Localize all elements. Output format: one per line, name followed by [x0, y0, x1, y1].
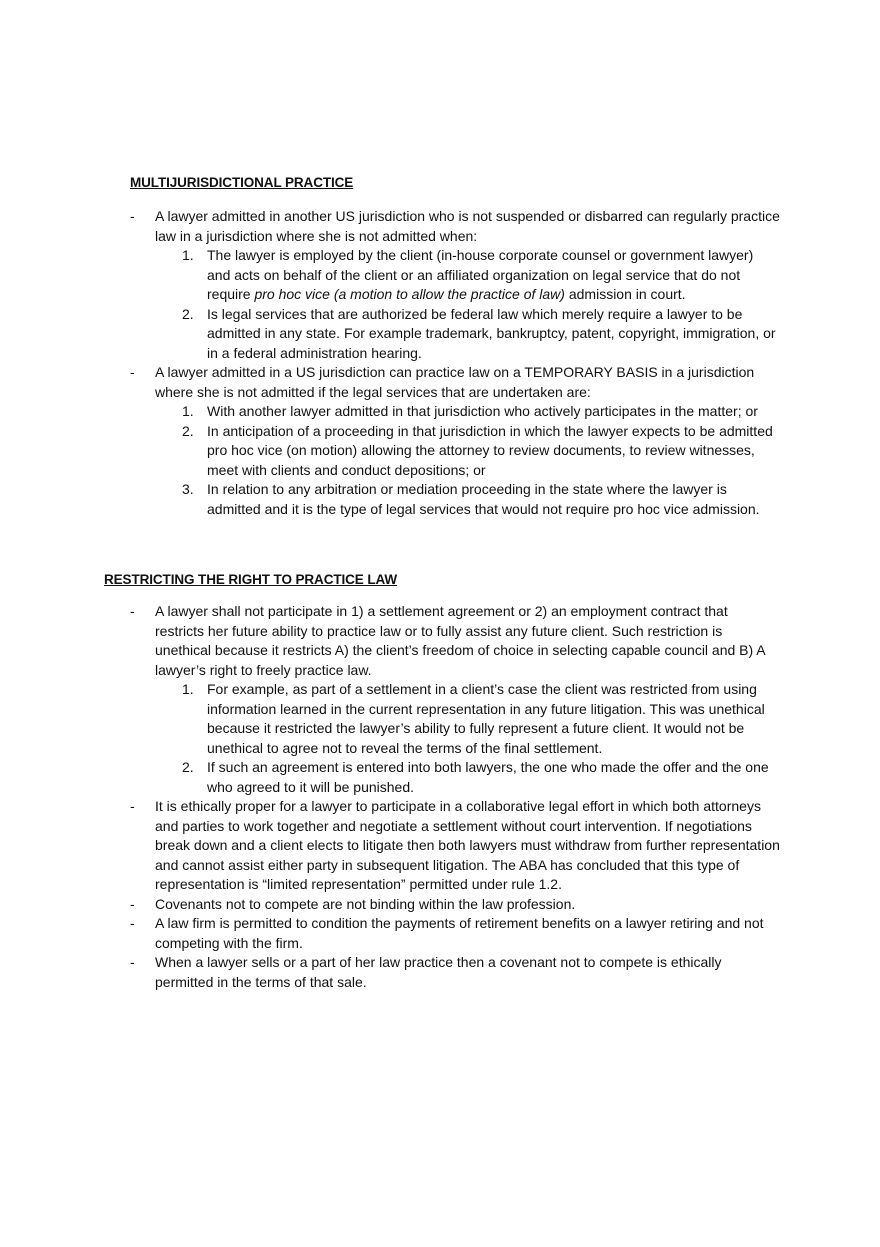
numbered-text: The lawyer is employed by the client (in-house corporate counsel or government lawyer) and acts on behalf of the client or an afﬁliated organization on legal service that do not require [207, 247, 754, 302]
bullet-text: A law firm is permitted to condition the payments of retirement benefits on a lawyer retiring and not competing with the firm. [155, 915, 764, 951]
bullet-marker: - [130, 798, 135, 814]
bullet-text: A lawyer shall not participate in 1) a settlement agreement or 2) an employment contract that restricts her future ability to practice law or to fully assist any future client. Such restriction is unethical because it restricts A) the client’s freedom of choice in selecting capable council and B) A lawyer’s right to freely practice law. [155, 603, 765, 678]
bullet-text: A lawyer admitted in another US jurisdiction who is not suspended or disbarred can regularly practice law in a jurisdiction where she is not admitted when: [155, 208, 780, 244]
bullet-text: A lawyer admitted in a US jurisdiction can practice law on a TEMPORARY BASIS in a jurisdiction where she is not admitted if the legal services that are undertaken are: [155, 364, 755, 400]
number-marker: 3. [182, 481, 194, 497]
number-marker: 2. [182, 759, 194, 775]
numbered-item [182, 402, 780, 422]
numbered-text: In relation to any arbitration or mediation proceeding in the state where the lawyer is admitted and it is the type of legal services that would not require pro hoc vice admission. [207, 481, 760, 517]
numbered-text: If such an agreement is entered into both lawyers, the one who made the offer and the one who agreed to it will be punished. [207, 759, 769, 795]
section-body-restricting [130, 602, 780, 992]
numbered-item [182, 246, 780, 305]
numbered-text: Is legal services that are authorized be federal law which merely require a lawyer to be admitted in any state. For example trademark, bankruptcy, patent, copyright, immigration, or in a federal administration hearing. [207, 305, 776, 361]
bullet-text: When a lawyer sells or a part of her law practice then a covenant not to compete is ethically permitted in the terms of that sale. [155, 954, 722, 990]
bullet-text: It is ethically proper for a lawyer to participate in a collaborative legal effort in which both attorneys and parties to work together and negotiate a settlement without court intervention. If negotiations break down and a client elects to litigate then both lawyers must withdraw from further representation and cannot assist either party in subsequent litigation. The ABA has concluded that this type of representation is “limited representation” permitted under rule 1.2. [155, 798, 780, 892]
numbered-text-after: admission in court. [564, 286, 686, 302]
number-marker: 2. [182, 305, 194, 322]
bullet-marker: - [130, 895, 135, 912]
number-marker: 1. [182, 247, 194, 263]
numbered-item [182, 758, 780, 797]
number-marker: 1. [182, 681, 194, 697]
numbered-item [182, 305, 780, 364]
bullet-item [130, 797, 780, 895]
bullet-text: Covenants not to compete are not binding within the law profession. [155, 895, 576, 912]
bullet-item [130, 895, 780, 915]
numbered-text: In anticipation of a proceeding in that jurisdiction in which the lawyer expects to be admitted pro hoc vice (on motion) allowing the attorney to review documents, to review witnesses, meet with clients and conduct depositions; or [207, 422, 773, 478]
bullet-marker: - [130, 603, 135, 619]
section-heading-restricting: RESTRICTING THE RIGHT TO PRACTICE LAW [104, 572, 398, 587]
number-marker: 1. [182, 403, 194, 419]
numbered-item [182, 480, 780, 519]
bullet-item [130, 602, 780, 680]
bullet-marker: - [130, 364, 135, 380]
bullet-item [130, 207, 780, 246]
bullet-marker: - [130, 208, 135, 224]
bullet-item [130, 363, 780, 402]
bullet-marker: - [130, 954, 135, 970]
section-body-multijurisdictional [130, 207, 780, 519]
numbered-text: With another lawyer admitted in that jurisdiction who actively participates in the matter; or [207, 403, 758, 419]
numbered-item [182, 422, 780, 481]
numbered-item [182, 680, 780, 758]
number-marker: 2. [182, 422, 194, 439]
numbered-text: For example, as part of a settlement in a client’s case the client was restricted from using information learned in the current representation in any future litigation. This was unethical because it restricted the lawyer’s ability to fully represent a future client. It would not be unethical to agree not to reveal the terms of the final settlement. [207, 681, 765, 756]
bullet-marker: - [130, 915, 135, 931]
section-heading-multijurisdictional: MULTIJURISDICTIONAL PRACTICE [130, 175, 354, 190]
bullet-item [130, 914, 780, 953]
numbered-text-italic: pro hoc vice (a motion to allow the practice of law) [254, 286, 565, 302]
bullet-item [130, 953, 780, 992]
